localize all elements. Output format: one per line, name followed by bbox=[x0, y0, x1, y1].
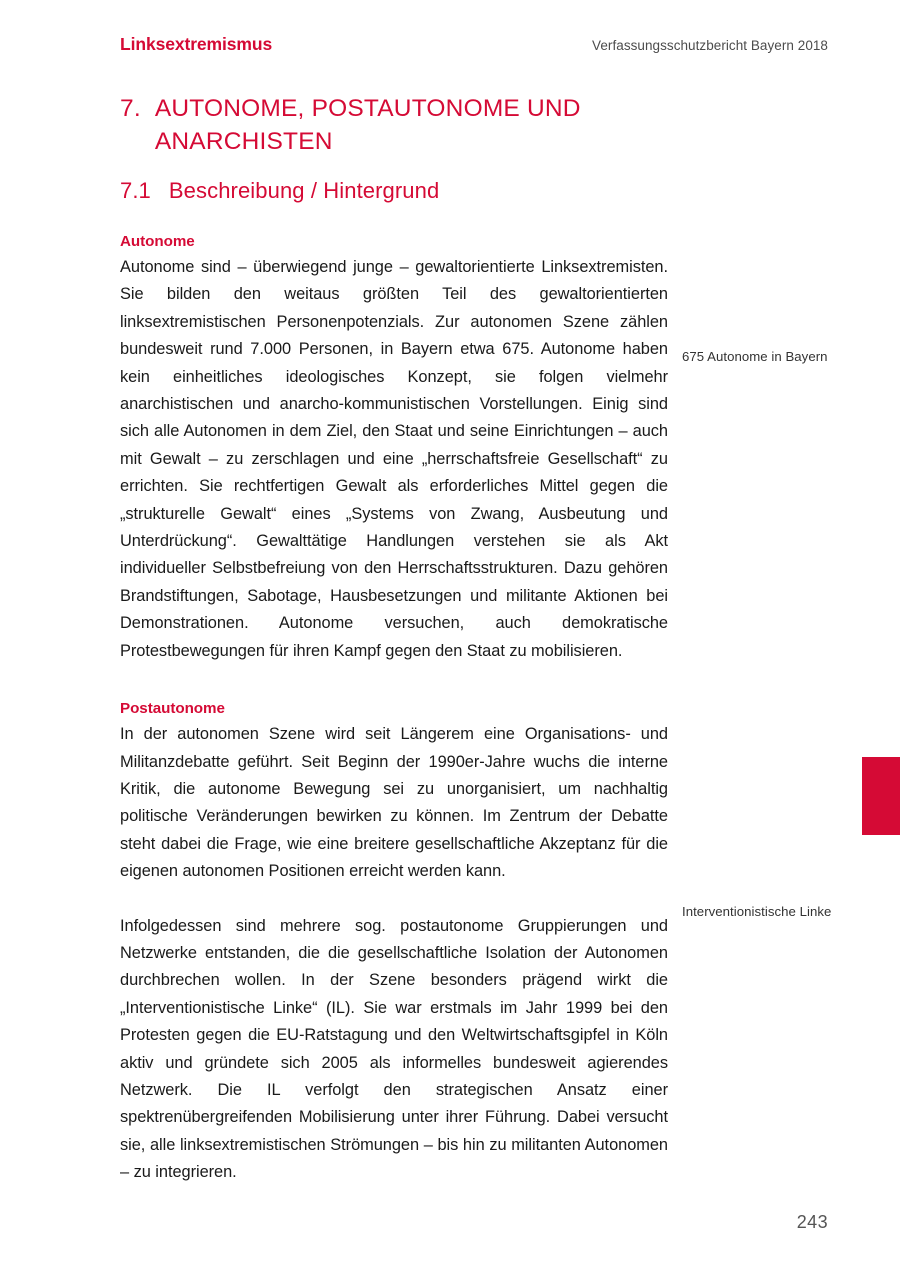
subheading-autonome: Autonome bbox=[120, 233, 195, 250]
chapter-title bbox=[120, 92, 680, 158]
paragraph-autonome: Autonome sind – überwiegend junge – gewaltorientierte Linksextremisten. Sie bilden den weitaus größten Teil des gewaltorientierten linksextremistischen Personenpotenzials. Zur autonomen Szene zählen bundesweit rund 7.000 Personen, in Bayern etwa 675. Autonome haben kein einheitliches ideologisches Konzept, sie folgen vielmehr anarchistischen und anarcho-kommunistischen Vorstellungen. Einig sind sich alle Autonomen in dem Ziel, den Staat und seine Einrichtungen – auch mit Gewalt – zu zerschlagen und eine „herrschaftsfreie Gesellschaft“ zu errichten. Sie rechtfertigen Gewalt als erforderliches Mittel gegen die „strukturelle Gewalt“ eines „Systems von Zwang, Ausbeutung und Unterdrückung“. Gewalttätige Handlungen verstehen sie als Akt individueller Selbstbefreiung von den Herrschaftsstrukturen. Dazu gehören Brandstiftungen, Sabotage, Hausbesetzungen und militante Aktionen bei Demonstrationen. Autonome versuchen, auch demokratische Protestbewegungen für ihren Kampf gegen den Staat zu mobilisieren. bbox=[120, 258, 668, 660]
chapter-thumb-tab bbox=[862, 757, 900, 835]
paragraph-spacer bbox=[120, 886, 668, 913]
chapter-title-text: AUTONOME, POSTAUTONOME UND ANARCHISTEN bbox=[154, 95, 581, 155]
running-header bbox=[120, 34, 828, 56]
chapter-number: 7. bbox=[120, 95, 141, 122]
block-spacer bbox=[120, 665, 668, 697]
section-title-text: Beschreibung / Hintergrund bbox=[168, 178, 440, 203]
section-number: 7.1 bbox=[120, 178, 151, 203]
running-header-report-label: Verfassungsschutzbericht Bayern 2018 bbox=[592, 38, 828, 53]
page-number: 243 bbox=[796, 1212, 828, 1232]
subheading-postautonome: Postautonome bbox=[120, 700, 225, 718]
body-text-column bbox=[120, 230, 668, 1187]
margin-note-autonome-count: 675 Autonome in Bayern bbox=[682, 349, 828, 364]
margin-note-interventionistische-linke: Interventionistische Linke bbox=[682, 904, 832, 919]
running-header-chapter-label: Linksextremismus bbox=[120, 34, 273, 54]
section-title bbox=[120, 176, 680, 206]
paragraph-postautonome-2: Infolgedessen sind mehrere sog. postautonome Gruppierungen und Netzwerke entstanden, die die gesellschaftliche Isolation der Autonomen durchbrechen wollen. In der Szene besonders prägend wirkt die „Interventionistische Linke“ (IL). Sie war erstmals im Jahr 1999 bei den Protesten gegen die EU-Ratstagung und den Weltwirtschaftsgipfel in Köln aktiv und gründete sich 2005 als informelles bundesweit agierendes Netzwerk. Die IL verfolgt den strategischen Ansatz einer spektrenübergreifenden Mobilisierung unter ihrer Führung. Dabei versucht sie, alle linksextremistischen Strömungen – bis hin zu militanten Autonomen – zu integrieren. bbox=[120, 916, 668, 1182]
paragraph-postautonome-1: In der autonomen Szene wird seit Längerem eine Organisations- und Militanzdebatte geführt. Seit Beginn der 1990er-Jahre wuchs die interne Kritik, die autonome Bewegung sei zu unorganisiert, um nachhaltig politische Veränderungen bewirken zu können. Im Zentrum der Debatte steht dabei die Frage, wie eine breitere gesellschaftliche Akzeptanz für die eigenen autonomen Positionen erreicht werden kann. bbox=[120, 725, 668, 881]
